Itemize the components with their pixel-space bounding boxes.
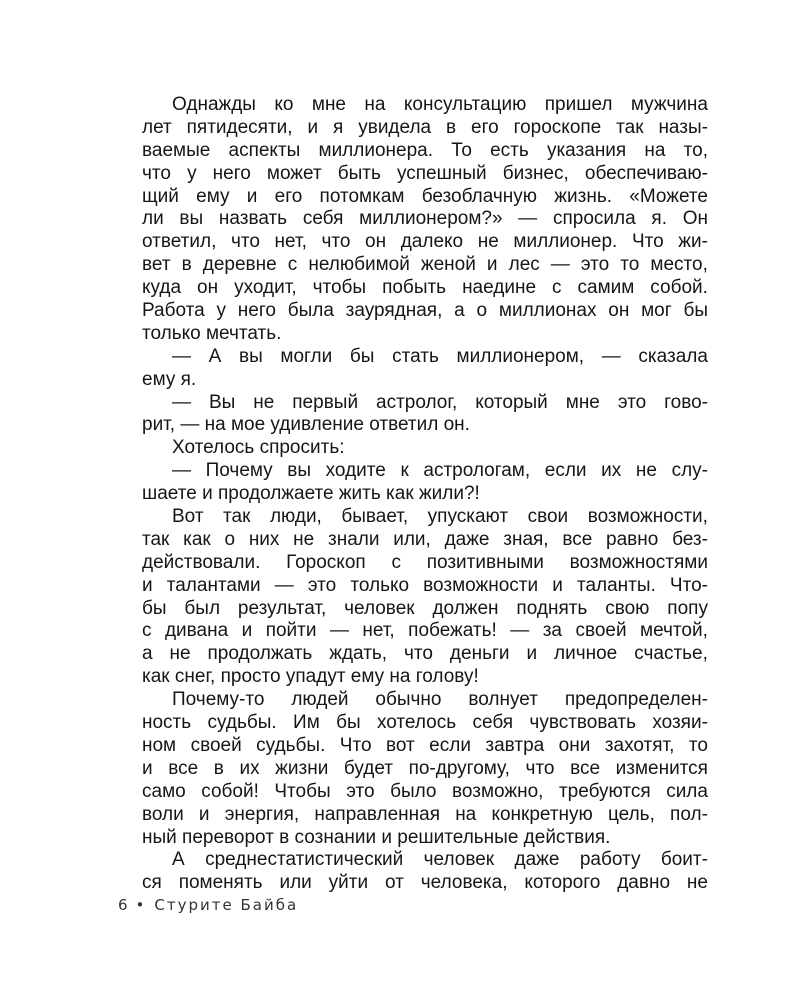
- text-line: а не продолжать ждать, что деньги и личное счастье,: [142, 643, 708, 665]
- text-line: шаете и продолжаете жить как жили?!: [142, 483, 480, 505]
- text-line: ему я.: [142, 368, 197, 390]
- text-line: — А вы могли бы стать миллионером, — сказала: [172, 345, 708, 367]
- text-line: так как о них не знали или, даже зная, все равно без-: [142, 528, 708, 550]
- book-title: Стурите Байба: [154, 896, 299, 914]
- text-line: ном своей судьбы. Что вот если завтра они захотят, то: [142, 734, 708, 756]
- text-line: — Вы не первый астролог, который мне это гово-: [172, 391, 708, 413]
- text-line: само собой! Чтобы это было возможно, требуются сила: [142, 780, 708, 802]
- text-line: Однажды ко мне на консультацию пришел мужчина: [172, 94, 708, 115]
- text-line: как снег, просто упадут ему на голову!: [142, 666, 479, 688]
- text-line: с дивана и пойти — нет, побежать! — за своей мечтой,: [142, 620, 708, 642]
- text-line: и все в их жизни будет по-другому, что все изменится: [142, 757, 708, 779]
- text-line: А среднестатистический человек даже работу боит-: [172, 849, 708, 871]
- text-line: воли и энергия, направленная на конкретную цель, пол-: [142, 803, 708, 825]
- text-line: Вот так люди, бывает, упускают свои возможности,: [172, 506, 708, 528]
- text-line: ваемые аспекты миллионера. То есть указания на то,: [142, 139, 708, 161]
- text-line: лет пятидесяти, и я увидела в его гороскопе так назы-: [142, 116, 708, 138]
- text-line: щий ему и его потомкам безоблачную жизнь. «Можете: [142, 185, 708, 207]
- text-line: ответил, что нет, что он далеко не миллионер. Что жи-: [142, 231, 708, 253]
- text-line: ность судьбы. Им бы хотелось себя чувствовать хозяи-: [142, 712, 708, 734]
- body-text: [142, 94, 708, 895]
- text-line: — Почему вы ходите к астрологам, если их не слу-: [172, 460, 708, 482]
- text-line: Почему-то людей обычно волнует предопределен-: [172, 689, 708, 711]
- text-line: бы был результат, человек должен поднять свою попу: [142, 597, 708, 619]
- text-line: ный переворот в сознании и решительные действия.: [142, 826, 611, 848]
- bullet-separator: •: [135, 896, 147, 914]
- text-line: ся поменять или уйти от человека, которого давно не: [142, 872, 708, 894]
- text-line: рит, — на мое удивление ответил он.: [142, 414, 470, 436]
- text-line: Хотелось спросить:: [172, 437, 345, 459]
- text-line: ли вы назвать себя миллионером?» — спросила я. Он: [142, 208, 708, 230]
- text-line: действовали. Гороскоп с позитивными возможностями: [142, 551, 708, 573]
- text-line: что у него может быть успешный бизнес, обеспечиваю-: [142, 162, 708, 184]
- page-number: 6: [118, 896, 130, 914]
- text-line: и талантами — это только возможности и таланты. Что-: [142, 574, 708, 596]
- text-line: Работа у него была заурядная, а о миллионах он мог бы: [142, 300, 708, 322]
- page-footer: [118, 896, 298, 914]
- text-line: вет в деревне с нелюбимой женой и лес — это то место,: [142, 254, 708, 276]
- text-line: куда он уходит, чтобы побыть наедине с самим собой.: [142, 277, 708, 299]
- text-line: только мечтать.: [142, 322, 282, 344]
